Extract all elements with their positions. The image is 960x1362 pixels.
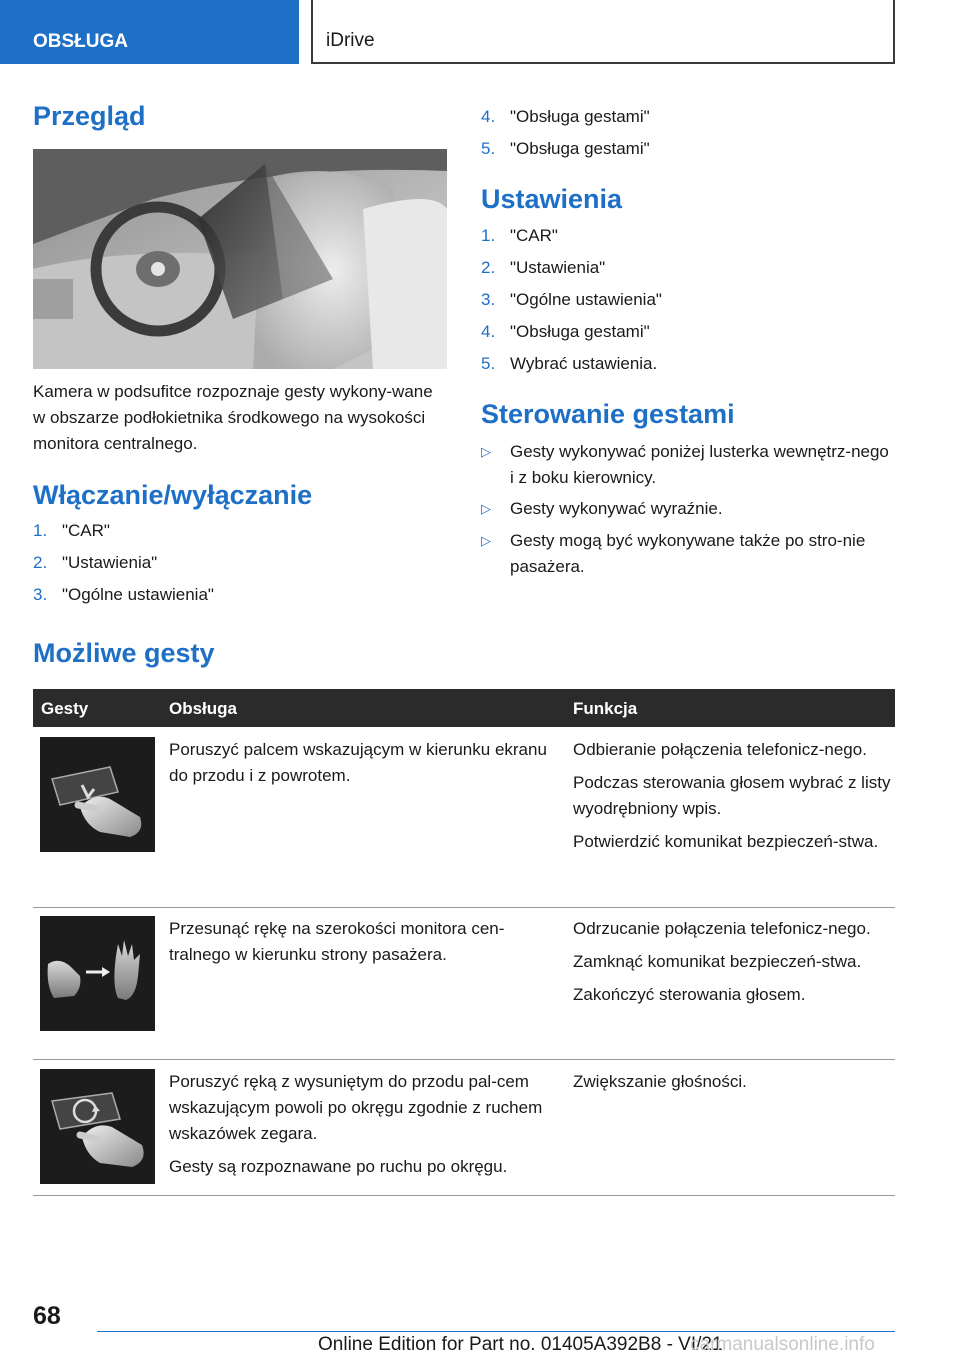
column-header-operation: Obsługa [169, 699, 238, 718]
bullet-text: Gesty wykonywać poniżej lusterka wewnętrz‐nego i z boku kierownicy. [510, 442, 889, 487]
onoff-step-4 [481, 105, 650, 129]
gesture-control-bullet-3 [481, 528, 895, 580]
table-row-1-operation [169, 737, 561, 796]
finger-circle-clockwise-gesture-icon [40, 1069, 155, 1184]
step-text: "CAR" [62, 521, 110, 540]
function-text: Odbieranie połączenia telefonicz‐nego. [573, 740, 867, 759]
settings-step-1 [481, 224, 558, 248]
table-row-3-operation [169, 1069, 561, 1187]
column-header-function: Funkcja [573, 699, 638, 718]
function-text: Zakończyć sterowania głosem. [573, 985, 806, 1004]
step-text: "Ustawienia" [510, 258, 606, 277]
triangle-bullet-icon: ▷ [481, 533, 491, 548]
section-tab: OBSŁUGA [0, 0, 299, 64]
chapter-tab: iDrive [311, 0, 895, 64]
settings-step-3 [481, 288, 662, 312]
edition-note: Online Edition for Part no. 01405A392B8 - VI/21 [318, 1334, 723, 1355]
triangle-bullet-icon: ▷ [481, 444, 491, 459]
column-header-gesture: Gesty [41, 699, 89, 718]
function-text: Potwierdzić komunikat bezpieczeń‐stwa. [573, 832, 879, 851]
step-number: 5. [481, 139, 496, 158]
operation-text: Gesty są rozpoznawane po ruchu po okręgu. [169, 1157, 508, 1176]
settings-heading: Ustawienia [481, 184, 623, 214]
gesture-control-heading: Sterowanie gestami [481, 399, 735, 429]
hand-swipe-gesture-icon [40, 916, 155, 1031]
onoff-step-1 [33, 519, 110, 543]
step-number: 4. [481, 107, 496, 126]
gesture-control-bullet-2 [481, 496, 895, 522]
step-text: "Ustawienia" [62, 553, 158, 572]
step-text: "Obsługa gestami" [510, 139, 650, 158]
function-text: Podczas sterowania głosem wybrać z listy wyodrębniony wpis. [573, 773, 891, 818]
step-number: 3. [481, 290, 496, 309]
bullet-text: Gesty wykonywać wyraźnie. [510, 499, 723, 518]
gesture-illustration-1 [40, 737, 155, 852]
operation-text: Poruszyć palcem wskazującym w kierunku ekranu do przodu i z powrotem. [169, 740, 547, 785]
overview-heading: Przegląd [33, 101, 146, 131]
car-interior-illustration [33, 149, 447, 369]
settings-step-2 [481, 256, 605, 280]
overview-caption: Kamera w podsufitce rozpoznaje gesty wykony‐wane w obszarze podłokietnika środkowego na wysokości monitora centralnego. [33, 382, 433, 453]
gesture-illustration-3 [40, 1069, 155, 1184]
step-text: "Obsługa gestami" [510, 107, 650, 126]
step-number: 1. [481, 226, 496, 245]
settings-step-5 [481, 352, 657, 376]
function-text: Odrzucanie połączenia telefonicz‐nego. [573, 919, 871, 938]
onoff-step-3 [33, 583, 214, 607]
onoff-heading: Włączanie/wyłączanie [33, 480, 313, 510]
function-text: Zamknąć komunikat bezpieczeń‐stwa. [573, 952, 862, 971]
step-number: 2. [481, 258, 496, 277]
table-row-1-function [573, 737, 895, 862]
step-number: 5. [481, 354, 496, 373]
step-text: "CAR" [510, 226, 558, 245]
table-header [33, 689, 895, 727]
step-number: 2. [33, 553, 48, 572]
function-text: Zwiększanie głośności. [573, 1072, 747, 1091]
watermark-text: carmanualsonline.info [690, 1334, 875, 1355]
finger-forward-back-gesture-icon [40, 737, 155, 852]
step-text: Wybrać ustawienia. [510, 354, 658, 373]
gesture-control-bullet-1 [481, 439, 895, 491]
operation-text: Poruszyć ręką z wysuniętym do przodu pal‐cem wskazującym powoli po okręgu zgodnie z ruchem wskazówek zegara. [169, 1072, 543, 1143]
page-number: 68 [33, 1302, 61, 1330]
operation-text: Przesunąć rękę na szerokości monitora cen‐tralnego w kierunku strony pasażera. [169, 919, 505, 964]
step-number: 1. [33, 521, 48, 540]
gestures-heading: Możliwe gesty [33, 638, 215, 668]
row-divider [33, 907, 895, 908]
bullet-text: Gesty mogą być wykonywane także po stro‐nie pasażera. [510, 531, 866, 576]
gesture-illustration-2 [40, 916, 155, 1031]
onoff-step-2 [33, 551, 157, 575]
row-divider [33, 1059, 895, 1060]
table-row-3-function [573, 1069, 895, 1102]
settings-step-4 [481, 320, 650, 344]
car-interior-camera-image [33, 149, 447, 369]
step-text: "Ogólne ustawienia" [510, 290, 662, 309]
step-number: 3. [33, 585, 48, 604]
onoff-step-5 [481, 137, 650, 161]
step-text: "Obsługa gestami" [510, 322, 650, 341]
step-text: "Ogólne ustawienia" [62, 585, 214, 604]
table-row-2-function [573, 916, 895, 1015]
table-row-2-operation [169, 916, 561, 975]
step-number: 4. [481, 322, 496, 341]
triangle-bullet-icon: ▷ [481, 501, 491, 516]
row-divider [33, 1195, 895, 1196]
